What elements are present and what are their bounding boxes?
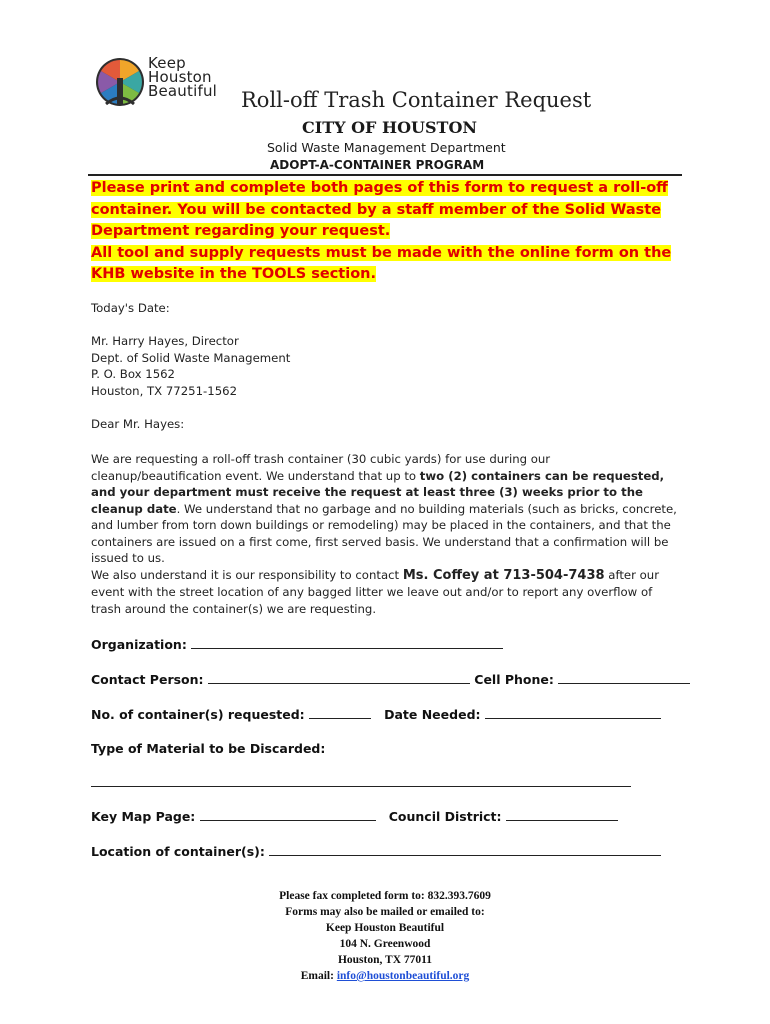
contact-person-label: Contact Person: [91,672,204,687]
footer-line: Houston, TX 77011 [337,954,433,966]
paragraph-text: We are requesting a roll-off trash container (30 cubic yards) for use during our cleanup/beautification event. We understand that up to [91,452,551,483]
address-line: Dept. of Solid Waste Management [91,350,291,365]
cell-phone-field[interactable] [558,671,690,684]
logo-word-beautiful: Beautiful [148,82,218,100]
paragraph-text: . We understand that no garbage and no building materials (such as bricks, concrete, and lumber from torn down buildings or remodeling) may be placed in the containers, and that the containers are issued on a first come, first served basis. We understand that a confirmation will be issued to us. [91,501,677,565]
cell-phone-label: Cell Phone: [474,672,554,687]
key-map-field[interactable] [200,808,376,821]
notice-line: Please print and complete both pages of this form to request a roll-off [91,180,668,196]
location-row [91,843,661,859]
program-heading: ADOPT-A-CONTAINER PROGRAM [270,158,485,172]
salutation: Dear Mr. Hayes: [91,417,185,431]
num-containers-field[interactable] [309,706,371,719]
footer-line: Forms may also be mailed or emailed to: [285,906,485,918]
city-heading: CITY OF HOUSTON [302,118,478,137]
header-divider [88,174,682,176]
material-type-label: Type of Material to be Discarded: [91,741,326,756]
organization-label: Organization: [91,637,187,652]
keymap-row [91,808,618,824]
notice-line: KHB website in the TOOLS section. [91,266,377,282]
material-type-field[interactable] [91,786,631,787]
logo-word-keep: Keep [148,54,186,72]
department-heading: Solid Waste Management Department [267,140,506,155]
key-map-label: Key Map Page: [91,809,196,824]
council-district-field[interactable] [506,808,618,821]
contact-person-field[interactable] [208,671,470,684]
logo-word-houston: Houston [148,68,212,86]
notice-line: All tool and supply requests must be made with the online form on the [91,244,672,261]
footer-email-row [200,968,570,984]
submission-instructions [200,888,570,984]
todays-date-label: Today's Date: [91,301,170,315]
footer-line: Please fax completed form to: 832.393.7609 [279,890,491,902]
email-label: Email: [300,970,337,982]
address-line: Mr. Harry Hayes, Director [91,334,239,348]
address-line: Houston, TX 77251-1562 [91,383,238,398]
footer-line: 104 N. Greenwood [339,938,431,950]
footer-line: Keep Houston Beautiful [325,922,445,934]
address-line: P. O. Box 1562 [91,367,175,381]
notice-line: Department regarding your request. [91,223,391,239]
page-title: Roll-off Trash Container Request [241,88,592,112]
num-containers-label: No. of container(s) requested: [91,707,305,722]
organization-row [91,636,503,652]
location-field[interactable] [269,843,661,856]
highlighted-notice [91,178,681,286]
logo-wordmark [148,56,217,98]
request-paragraph [91,451,681,617]
notice-line: container. You will be contacted by a staff member of the Solid Waste [91,201,662,218]
email-link[interactable]: info@houstonbeautiful.org [336,970,470,982]
paragraph-text: We also understand it is our responsibility to contact [91,567,403,582]
council-district-label: Council District: [388,809,502,824]
address-block [91,333,681,399]
contact-row [91,671,690,687]
date-needed-field[interactable] [485,706,661,719]
containers-row [91,706,661,722]
location-label: Location of container(s): [91,844,265,859]
paragraph-text: after our event with the street location of any bagged litter we leave out and/or to report any overflow of trash around the container(s) we are requesting. [91,567,660,616]
paragraph-bold-text: Ms. Coffey at 713-504-7438 [402,567,605,583]
paragraph-bold-text: two (2) containers can be requested, and your department must receive the request at least three (3) weeks prior to the cleanup date [91,468,665,516]
date-needed-label: Date Needed: [384,707,481,722]
organization-field[interactable] [191,636,503,649]
